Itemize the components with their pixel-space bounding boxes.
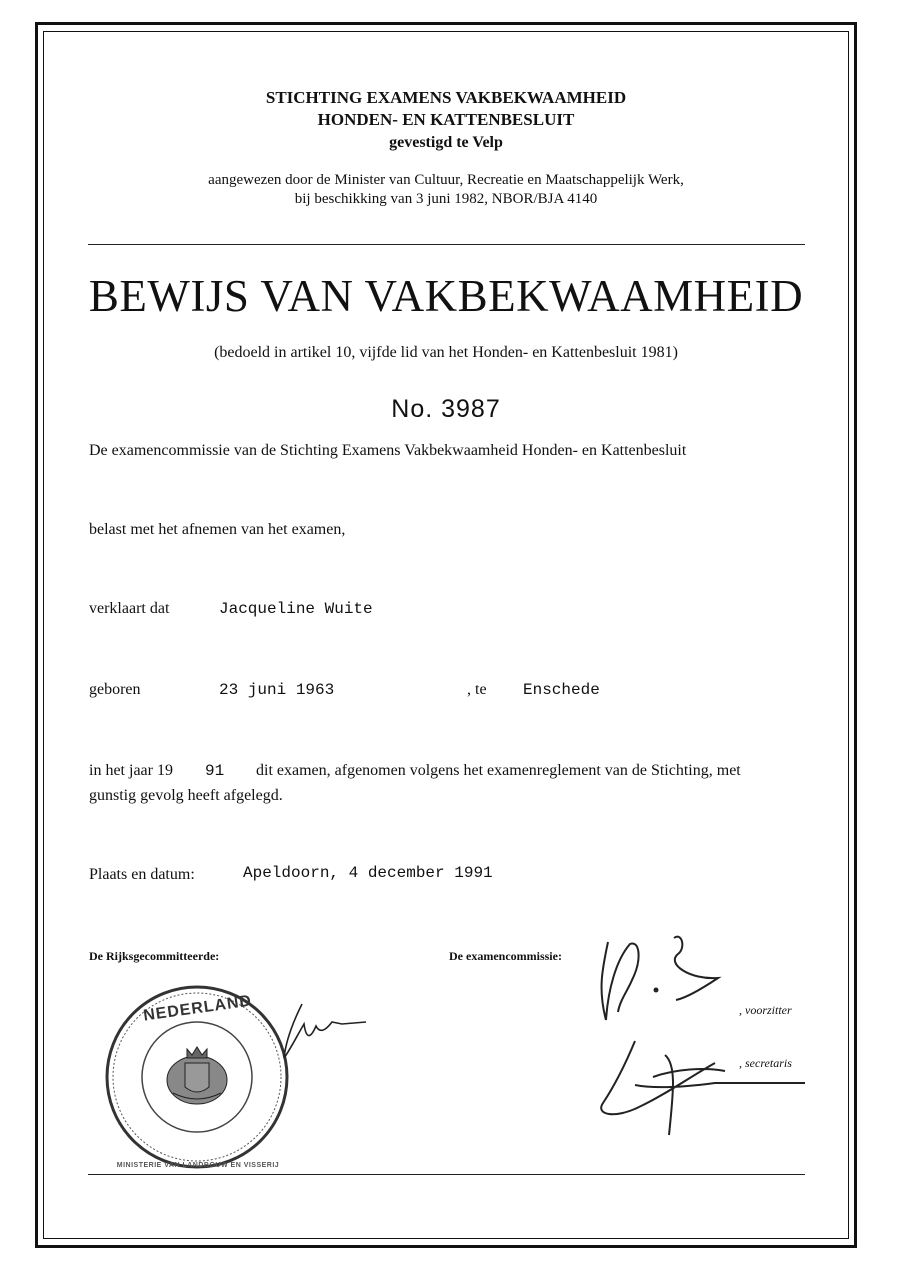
result-statement: gunstig gevolg heeft afgelegd. xyxy=(89,787,283,804)
place-date-value: Apeldoorn, 4 december 1991 xyxy=(243,864,493,882)
secretary-label: , secretaris xyxy=(739,1056,792,1070)
foundation-location: gevestigd te Velp xyxy=(389,134,503,151)
seal-top-text: NEDERLAND xyxy=(142,992,254,1025)
candidate-name: Jacqueline Wuite xyxy=(219,600,373,618)
place-separator: , te xyxy=(467,681,487,698)
exam-year-suffix: 91 xyxy=(205,762,225,780)
appointment-line-2: bij beschikking van 3 juni 1982, NBOR/BJA 4140 xyxy=(294,191,598,207)
seal-ring-text: MINISTERIE VAN LANDBOUW EN VISSERIJ xyxy=(116,1162,280,1169)
committee-statement: De examencommissie van de Stichting Examens Vakbekwaamheid Honden- en Kattenbesluit xyxy=(89,442,687,459)
exam-year-prefix: in het jaar 19 xyxy=(89,762,173,779)
secretary-signature xyxy=(595,1035,810,1145)
top-divider xyxy=(88,244,805,245)
document-subtitle: (bedoeld in artikel 10, vijfde lid van het Honden- en Kattenbesluit 1981) xyxy=(214,344,678,361)
place-date-label: Plaats en datum: xyxy=(89,866,195,883)
chair-label: , voorzitter xyxy=(739,1003,792,1017)
rijks-signature xyxy=(280,1000,380,1070)
certificate-number: No. 3987 xyxy=(391,395,501,423)
charged-statement: belast met het afnemen van het examen, xyxy=(89,521,346,538)
rijks-label: De Rijksgecommitteerde: xyxy=(89,949,220,963)
birth-date: 23 juni 1963 xyxy=(219,681,335,699)
foundation-name: STICHTING EXAMENS VAKBEKWAAMHEID xyxy=(265,88,627,107)
birth-place: Enschede xyxy=(523,681,600,699)
born-label: geboren xyxy=(89,681,141,698)
exam-statement: dit examen, afgenomen volgens het examenreglement van de Stichting, met xyxy=(256,762,741,779)
foundation-subtitle: HONDEN- EN KATTENBESLUIT xyxy=(317,110,575,129)
bottom-divider xyxy=(88,1174,805,1175)
chair-signature xyxy=(590,930,730,1030)
appointment-line-1: aangewezen door de Minister van Cultuur, Recreatie en Maatschappelijk Werk, xyxy=(208,172,684,188)
document-title: BEWIJS VAN VAKBEKWAAMHEID xyxy=(88,271,804,321)
declares-label: verklaart dat xyxy=(89,600,170,617)
commission-label: De examencommissie: xyxy=(449,949,562,963)
